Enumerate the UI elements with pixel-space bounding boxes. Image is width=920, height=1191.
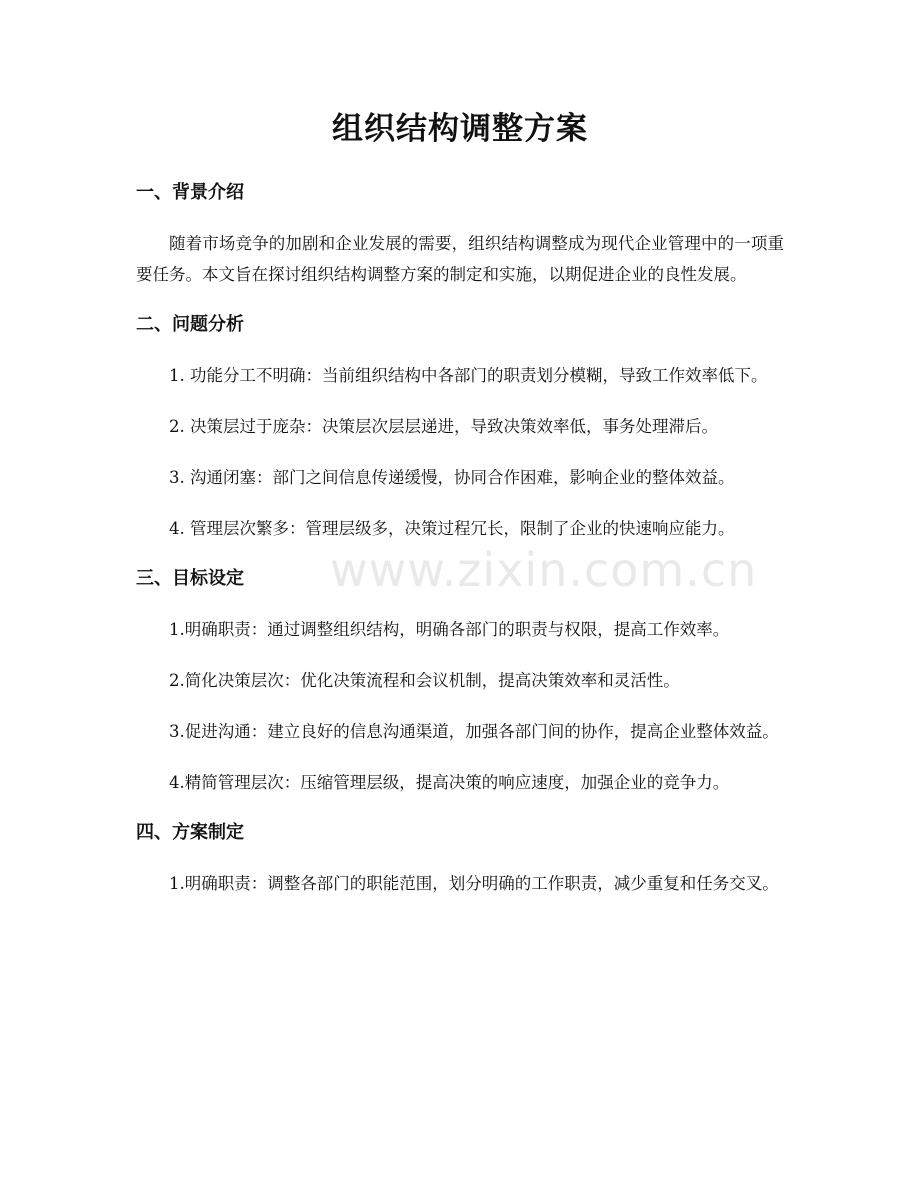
section-heading: 四、方案制定 xyxy=(136,822,244,843)
list-item: 1. 功能分工不明确：当前组织结构中各部门的职责划分模糊，导致工作效率低下。 xyxy=(169,366,768,385)
section-plan xyxy=(136,818,784,899)
paragraph: 随着市场竞争的加剧和企业发展的需要，组织结构调整成为现代企业管理中的一项重要任务。本文旨在探讨组织结构调整方案的制定和实施，以期促进企业的良性发展。 xyxy=(136,234,784,284)
watermark: www.zixin.com.cn xyxy=(330,543,758,597)
section-heading: 三、目标设定 xyxy=(136,568,244,589)
list-item: 1.明确职责：调整各部门的职能范围，划分明确的工作职责，减少重复和任务交叉。 xyxy=(169,874,779,893)
section-goals xyxy=(136,564,784,798)
list-item: 1.明确职责：通过调整组织结构，明确各部门的职责与权限，提高工作效率。 xyxy=(169,620,730,639)
list-item: 4. 管理层次繁多：管理层级多，决策过程冗长，限制了企业的快速响应能力。 xyxy=(169,519,735,538)
list-item: 3. 沟通闭塞：部门之间信息传递缓慢，协同合作困难，影响企业的整体效益。 xyxy=(169,468,735,487)
section-heading: 一、背景介绍 xyxy=(136,182,244,203)
list-item: 2. 决策层过于庞杂：决策层次层层递进，导致决策效率低，事务处理滞后。 xyxy=(169,417,718,436)
list-item: 4.精简管理层次：压缩管理层级，提高决策的响应速度，加强企业的竞争力。 xyxy=(169,773,730,792)
list-item: 3.促进沟通：建立良好的信息沟通渠道，加强各部门间的协作，提高企业整体效益。 xyxy=(169,722,779,741)
list-item: 2.简化决策层次：优化决策流程和会议机制，提高决策效率和灵活性。 xyxy=(169,671,680,690)
section-background xyxy=(136,178,784,290)
section-heading: 二、问题分析 xyxy=(136,314,244,335)
section-problem-analysis xyxy=(136,310,784,544)
document-title: 组织结构调整方案 xyxy=(332,111,588,147)
